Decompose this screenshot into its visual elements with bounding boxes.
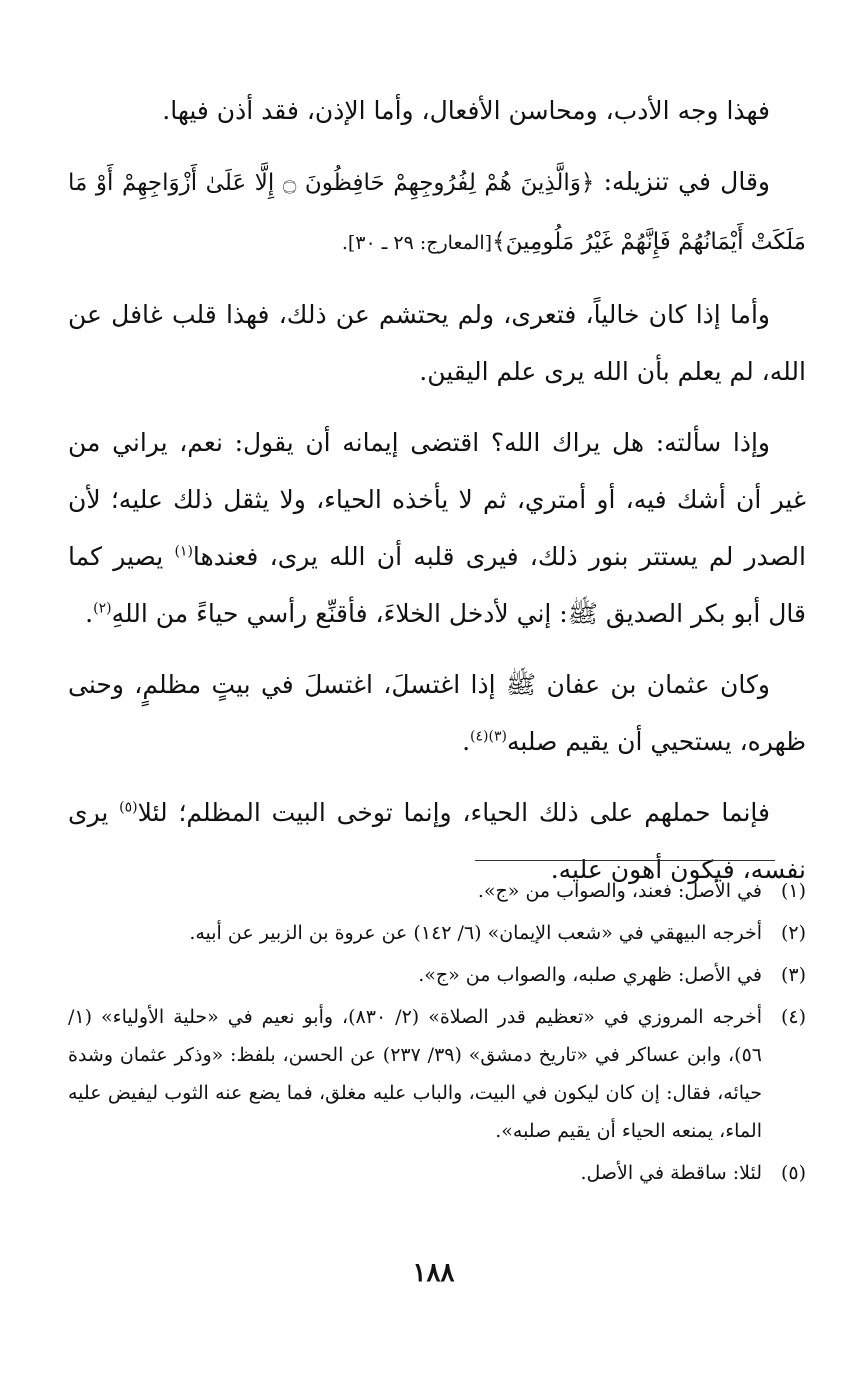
paragraph-text: . <box>462 727 471 756</box>
paragraph-text: يرى نفسه، فيكون أهون عليه. <box>68 798 806 884</box>
paragraph-text: وإذا سألته: هل يراك الله؟ اقتضى إيمانه أن يقول: نعم، يراني من غير أن أشك فيه، أو أمتري، ثم لا يأخذه الحياء، ولا يثقل ذلك عليه؛ لأن الصدر لم يستتر بنور ذلك، فيرى قلبه أن الله يرى، فعندها <box>68 428 806 571</box>
verse-source: [المعارج: ٢٩ ـ ٣٠]. <box>341 232 493 254</box>
footnote-number: (٥) <box>780 1162 806 1184</box>
paragraph-1 <box>68 82 806 139</box>
paragraph-4 <box>68 414 806 642</box>
footnote-1 <box>68 872 806 910</box>
paragraph-text: وكان عثمان بن عفان ﷺ إذا اغتسلَ، اغتسلَ في بيتٍ مظلمٍ، وحنى ظهره، يستحيي أن يقيم صلبه <box>68 670 806 756</box>
footnote-3 <box>68 956 806 994</box>
footnote-ref-4[interactable]: (٤) <box>470 728 489 745</box>
footnote-text: في الأصل: ظهري صلبه، والصواب من «ج». <box>418 964 762 986</box>
paragraph-2 <box>68 153 806 272</box>
footnote-number: (١) <box>780 880 806 902</box>
footnote-text: في الأصل: فعند، والصواب من «ج». <box>477 880 762 902</box>
paragraph-3 <box>68 286 806 400</box>
footnote-ref-1[interactable]: (١) <box>174 543 193 560</box>
paragraph-text: . <box>85 599 94 628</box>
footnote-number: (٣) <box>780 964 806 986</box>
footnote-number: (٤) <box>780 1006 806 1028</box>
paragraph-text: يصير كما قال أبو بكر الصديق ﷺ: إني لأدخل الخلاءَ، فأقنِّع رأسي حياءً من اللهِ <box>68 542 806 628</box>
page-number: ١٨٨ <box>412 1258 455 1288</box>
footnote-number: (٢) <box>780 922 806 944</box>
footnote-text: لئلا: ساقطة في الأصل. <box>580 1162 762 1184</box>
footnote-2 <box>68 914 806 952</box>
footnote-ref-5[interactable]: (٥) <box>119 799 138 816</box>
footnote-text: أخرجه البيهقي في «شعب الإيمان» (٦/ ١٤٢) عن عروة بن الزبير عن أبيه. <box>189 922 762 944</box>
quran-intro: وقال في تنزيله: <box>594 167 770 196</box>
footnotes <box>68 872 806 1196</box>
footnote-text: أخرجه المروزي في «تعظيم قدر الصلاة» (٢/ ٨٣٠)، وأبو نعيم في «حلية الأولياء» (١/ ٥٦)، وابن عساكر في «تاريخ دمشق» (٣٩/ ٢٣٧) عن الحسن، بلفظ: «وذكر عثمان وشدة حيائه، فقال: إن كان ليكون في البيت، والباب عليه مغلق، فما يضع عنه الثوب ليفيض عليه الماء، يمنعه الحياء أن يقيم صلبه». <box>68 1006 762 1142</box>
footnote-5 <box>68 1154 806 1192</box>
footnote-divider <box>475 860 775 861</box>
footnote-ref-2[interactable]: (٢) <box>93 600 112 617</box>
paragraph-text: فهذا وجه الأدب، ومحاسن الأفعال، وأما الإذن، فقد أذن فيها. <box>162 96 770 125</box>
footnote-ref-3[interactable]: (٣) <box>488 728 507 745</box>
paragraph-text: وأما إذا كان خالياً، فتعرى، ولم يحتشم عن ذلك، فهذا قلب غافل عن الله، لم يعلم بأن الله يرى علم اليقين. <box>68 300 806 386</box>
quran-verse: ﴿وَالَّذِينَ هُمْ لِفُرُوجِهِمْ حَافِظُونَ ۝ إِلَّا عَلَىٰ أَزْوَاجِهِمْ أَوْ مَا مَلَكَتْ أَيْمَانُهُمْ فَإِنَّهُمْ غَيْرُ مَلُومِينَ﴾ <box>68 170 806 255</box>
paragraph-text: فإنما حملهم على ذلك الحياء، وإنما توخى البيت المظلم؛ لئلا <box>137 798 770 827</box>
footnote-4 <box>68 998 806 1150</box>
paragraph-5 <box>68 656 806 770</box>
main-text <box>68 82 806 912</box>
